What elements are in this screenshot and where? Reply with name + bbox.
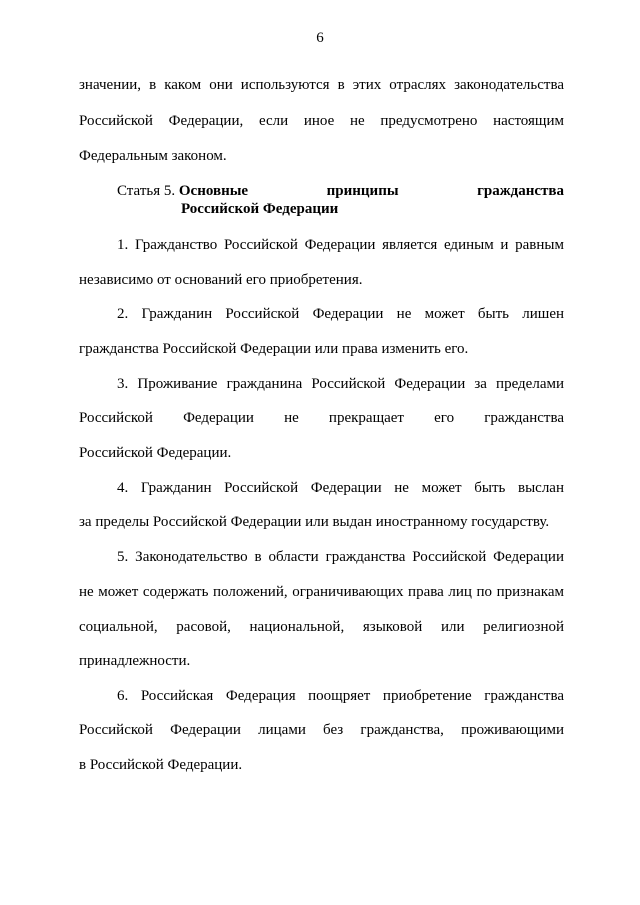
paragraph-2-line-1: 2. Гражданин Российской Федерации не может быть лишен: [117, 306, 564, 322]
paragraph-1-line-1: 1. Гражданство Российской Федерации является единым и равным: [117, 237, 564, 253]
intro-line-3: Федеральным законом.: [79, 148, 227, 164]
intro-line-2: Российской Федерации, если иное не предусмотрено настоящим: [79, 113, 564, 129]
article-heading-prefix-group: [117, 182, 248, 200]
paragraph-6-line-1: 6. Российская Федерация поощряет приобретение гражданства: [117, 688, 564, 704]
article-title-word-3: гражданства: [477, 183, 564, 199]
paragraph-2-line-2: гражданства Российской Федерации или права изменить его.: [79, 341, 469, 357]
page-number: 6: [316, 30, 324, 46]
article-prefix: Статья 5.: [117, 183, 176, 199]
article-title-word-1: Основные: [178, 183, 249, 199]
paragraph-3-line-1: 3. Проживание гражданина Российской Федерации за пределами: [117, 376, 564, 392]
paragraph-3-line-2: Российской Федерации не прекращает его гражданства: [79, 410, 564, 426]
paragraph-6-line-3: в Российской Федерации.: [79, 757, 243, 773]
paragraph-6-line-2: Российской Федерации лицами без гражданства, проживающими: [79, 722, 564, 738]
paragraph-5-line-1: 5. Законодательство в области гражданства Российской Федерации: [117, 549, 564, 565]
paragraph-5-line-3: социальной, расовой, национальной, языковой или религиозной: [79, 619, 564, 635]
intro-line-1: значении, в каком они используются в этих отраслях законодательства: [79, 77, 564, 93]
paragraph-4-line-1: 4. Гражданин Российской Федерации не может быть выслан: [117, 480, 564, 496]
article-heading: [117, 182, 564, 200]
article-title-word-2: принципы: [326, 183, 399, 199]
paragraph-4-line-2: за пределы Российской Федерации или выдан иностранному государству.: [79, 514, 550, 530]
paragraph-5-line-4: принадлежности.: [79, 653, 191, 669]
article-title-line-2: Российской Федерации: [181, 201, 339, 217]
paragraph-1-line-2: независимо от оснований его приобретения.: [79, 272, 363, 288]
paragraph-3-line-3: Российской Федерации.: [79, 445, 232, 461]
paragraph-5-line-2: не может содержать положений, ограничивающих права лиц по признакам: [79, 584, 564, 600]
